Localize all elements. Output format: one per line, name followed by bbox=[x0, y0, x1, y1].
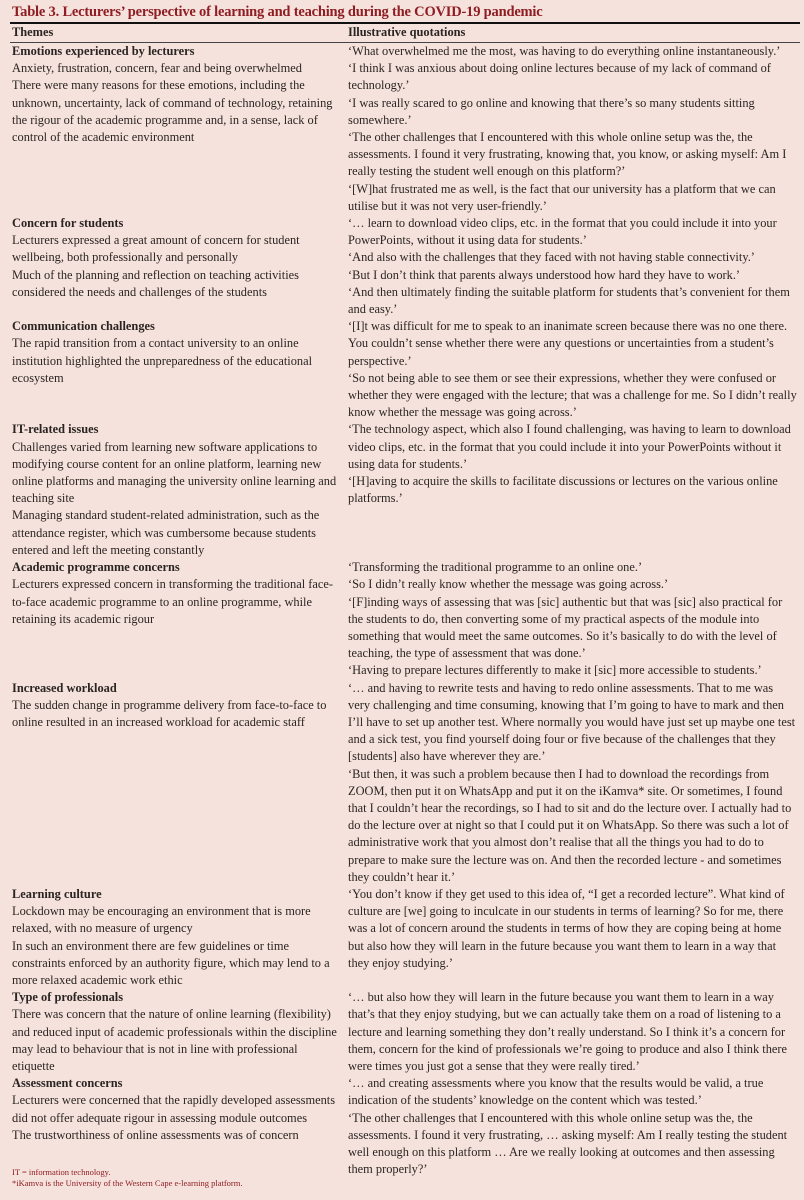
theme-name: IT-related issues bbox=[12, 422, 99, 437]
theme-cell bbox=[10, 1075, 346, 1178]
theme-description: Lecturers expressed a great amount of concern for student wellbeing, both professionally and personally bbox=[12, 233, 300, 265]
quotations-cell bbox=[346, 318, 800, 421]
theme-description: The sudden change in programme delivery from face-to-face to online resulted in an increased workload for academic staff bbox=[12, 697, 327, 729]
theme-description: Managing standard student-related administration, such as the attendance register, which was cumbersome because students entered and left the meeting constantly bbox=[12, 508, 320, 557]
quotation: ‘You don’t know if they get used to this idea of, “I get a recorded lecture”. What kind of culture are [we] going to inculcate in our students in terms of learning? So for me, there was a lot of concern around the students in terms of how they are coping being at home but also how they will learn in the future because you want them to learn in a way that they enjoy studying.’ bbox=[348, 886, 785, 970]
table-row bbox=[10, 43, 800, 216]
quotations-cell bbox=[346, 680, 800, 886]
theme-cell bbox=[10, 886, 346, 989]
footnotes bbox=[12, 1167, 242, 1189]
quotation: ‘[I]t was difficult for me to speak to an inanimate screen because there was no one there. You couldn’t sense whether there were any questions or uncertainties from a student’s perspective.’ bbox=[348, 319, 788, 368]
theme-description: The rapid transition from a contact university to an online institution highlighted the unpreparedness of the educational ecosystem bbox=[12, 336, 313, 385]
quotations-cell bbox=[346, 1075, 800, 1178]
table-row bbox=[10, 989, 800, 1075]
quotation: ‘[H]aving to acquire the skills to facilitate discussions or lectures on the various online platforms.’ bbox=[348, 474, 778, 506]
theme-description: Anxiety, frustration, concern, fear and being overwhelmed bbox=[12, 61, 302, 76]
header-quotations: Illustrative quotations bbox=[346, 24, 800, 43]
table-row bbox=[10, 1075, 800, 1178]
theme-cell bbox=[10, 43, 346, 216]
quotation: ‘… learn to download video clips, etc. in the format that you could include it into your PowerPoints, without it using data for students.’ bbox=[348, 216, 777, 248]
table-row bbox=[10, 559, 800, 679]
quotation: ‘What overwhelmed me the most, was having to do everything online instantaneously.’ bbox=[348, 44, 781, 58]
quotations-cell bbox=[346, 989, 800, 1075]
quotation: ‘And also with the challenges that they faced with not having stable connectivity.’ bbox=[348, 250, 755, 265]
quotation: ‘I think I was anxious about doing online lectures because of my lack of command of technology.’ bbox=[348, 61, 771, 93]
theme-description: There were many reasons for these emotions, including the unknown, uncertainty, lack of command of technology, retaining the rigour of the academic programme and, in a sense, lack of control of the academic environment bbox=[12, 78, 333, 145]
theme-name: Type of professionals bbox=[12, 990, 124, 1005]
quotations-cell bbox=[346, 886, 800, 989]
footnote-it: IT = information technology. bbox=[12, 1167, 111, 1177]
theme-cell bbox=[10, 559, 346, 679]
quotation: ‘But then, it was such a problem because then I had to download the recordings from ZOOM, then put it on WhatsApp and put it on the iKamva* site. Or sometimes, I found that I couldn’t hear the recordings, so I had to sit and do the lecture over. I actually had to do the lecture over at night so that I could put it on WhatsApp. So there was such a lot of administrative work that you almost don’t realise that all the things you had to do to prepare to make sure the lecture was on. And then the recorded lecture - and sometimes they couldn’t hear it.’ bbox=[348, 766, 792, 884]
quotations-cell bbox=[346, 215, 800, 318]
quotation: ‘I was really scared to go online and knowing that there’s so many students sitting somewhere.’ bbox=[348, 95, 755, 127]
theme-name: Learning culture bbox=[12, 886, 102, 901]
theme-name: Assessment concerns bbox=[12, 1076, 123, 1091]
theme-cell bbox=[10, 421, 346, 559]
theme-description: There was concern that the nature of online learning (flexibility) and reduced input of academic professionals within the discipline may lead to behaviour that is not in line with professional etiquette bbox=[12, 1007, 337, 1073]
table-row bbox=[10, 215, 800, 318]
theme-name: Increased workload bbox=[12, 680, 117, 695]
quotation: ‘So not being able to see them or see their expressions, whether they were confused or whether they were engaged with the lecture; that was a challenge for me. So I didn’t really know whether the message was going across.’ bbox=[348, 370, 797, 420]
quotation: ‘But I don’t think that parents always understood how hard they have to work.’ bbox=[348, 267, 741, 282]
themes-table bbox=[10, 24, 800, 1178]
theme-name: Concern for students bbox=[12, 216, 124, 231]
theme-description: In such an environment there are few guidelines or time constraints enforced by an authority figure, which may lend to a more relaxed academic work ethic bbox=[12, 938, 330, 987]
quotation: ‘… and creating assessments where you know that the results would be valid, a true indication of the students’ knowledge on the content which was tested.’ bbox=[348, 1076, 764, 1108]
quotation: ‘[W]hat frustrated me as well, is the fact that our university has a platform that we can utilise but it was not very user-friendly.’ bbox=[348, 181, 776, 213]
theme-cell bbox=[10, 989, 346, 1075]
theme-name: Emotions experienced by lecturers bbox=[12, 44, 195, 58]
header-themes: Themes bbox=[10, 24, 346, 43]
quotation: ‘So I didn’t really know whether the message was going across.’ bbox=[348, 577, 669, 592]
quotation: ‘Having to prepare lectures differently to make it [sic] more accessible to students.’ bbox=[348, 663, 762, 678]
table-row bbox=[10, 318, 800, 421]
quotation: ‘The technology aspect, which also I found challenging, was having to learn to download video clips, etc. in the format that you could include it into your PowerPoints without it using data for students.’ bbox=[348, 422, 791, 471]
table-row bbox=[10, 421, 800, 559]
table-row bbox=[10, 886, 800, 989]
theme-description: Much of the planning and reflection on teaching activities considered the needs and challenges of the students bbox=[12, 267, 299, 299]
theme-description: Lockdown may be encouraging an environment that is more relaxed, with no measure of urgency bbox=[12, 904, 311, 936]
footnote-ikamva: *iKamva is the University of the Western Cape e-learning platform. bbox=[12, 1178, 243, 1188]
quotation: ‘[F]inding ways of assessing that was [sic] authentic but that was [sic] also practical for the students to do, then converting some of my practical aspects of the module into something that would meet the same outcomes. So it’s basically to do with the level of teaching, the type of assessment that was done.’ bbox=[348, 594, 783, 661]
theme-cell bbox=[10, 680, 346, 886]
theme-description: Lecturers expressed concern in transforming the traditional face-to-face academic programme to an online programme, while retaining its academic rigour bbox=[12, 577, 333, 626]
theme-cell bbox=[10, 318, 346, 421]
table-title: Table 3. Lecturers’ perspective of learning and teaching during the COVID-19 pandemic bbox=[12, 4, 543, 20]
theme-description: The trustworthiness of online assessments was of concern bbox=[12, 1127, 299, 1142]
quotation: ‘Transforming the traditional programme to an online one.’ bbox=[348, 560, 643, 575]
quotations-cell bbox=[346, 559, 800, 679]
theme-description: Challenges varied from learning new software applications to modifying course content for an online platform, learning new online platforms and managing the university online learning and teaching site bbox=[12, 439, 337, 506]
quotations-cell bbox=[346, 43, 800, 216]
theme-cell bbox=[10, 215, 346, 318]
quotation: ‘And then ultimately finding the suitable platform for students that’s convenient for them and easy.’ bbox=[348, 284, 790, 317]
quotations-cell bbox=[346, 421, 800, 559]
quotation: ‘… but also how they will learn in the future because you want them to learn in a way that’s that they enjoy studying, but we can actually take them on a road of listening to a lecture and learning something they don’t really understand. So I think it’s a concern for them, concern for the kind of professionals we’re going to produce and also I think there were times you just got a sense that they were really tired.’ bbox=[348, 990, 788, 1073]
quotation: ‘The other challenges that I encountered with this whole online setup was the, the assessments. I found it very frustrating, … asking myself: Am I really testing the student well enough on this platform … Are we really looking at outcomes and then assessing them properly?’ bbox=[348, 1110, 788, 1177]
theme-description: Lecturers were concerned that the rapidly developed assessments did not offer adequate rigour in assessing module outcomes bbox=[12, 1093, 336, 1125]
quotation: ‘The other challenges that I encountered with this whole online setup was the, the assessments. I found it very frustrating, knowing that, you know, or asking myself: Am I really testing the student well enough on this platform?’ bbox=[348, 130, 787, 179]
table-header-row bbox=[10, 24, 800, 43]
quotation: ‘… and having to rewrite tests and having to redo online assessments. That to me was very challenging and time consuming, knowing that I’m going to have to mark and then I’ll have to set up another test. Where normally you would have just set up maybe one test and a sick test, you find yourself doing four or five because of the challenges that they [students] also have wherever they are.’ bbox=[348, 680, 796, 764]
theme-name: Academic programme concerns bbox=[12, 560, 180, 575]
table-row bbox=[10, 680, 800, 886]
theme-name: Communication challenges bbox=[12, 319, 155, 334]
